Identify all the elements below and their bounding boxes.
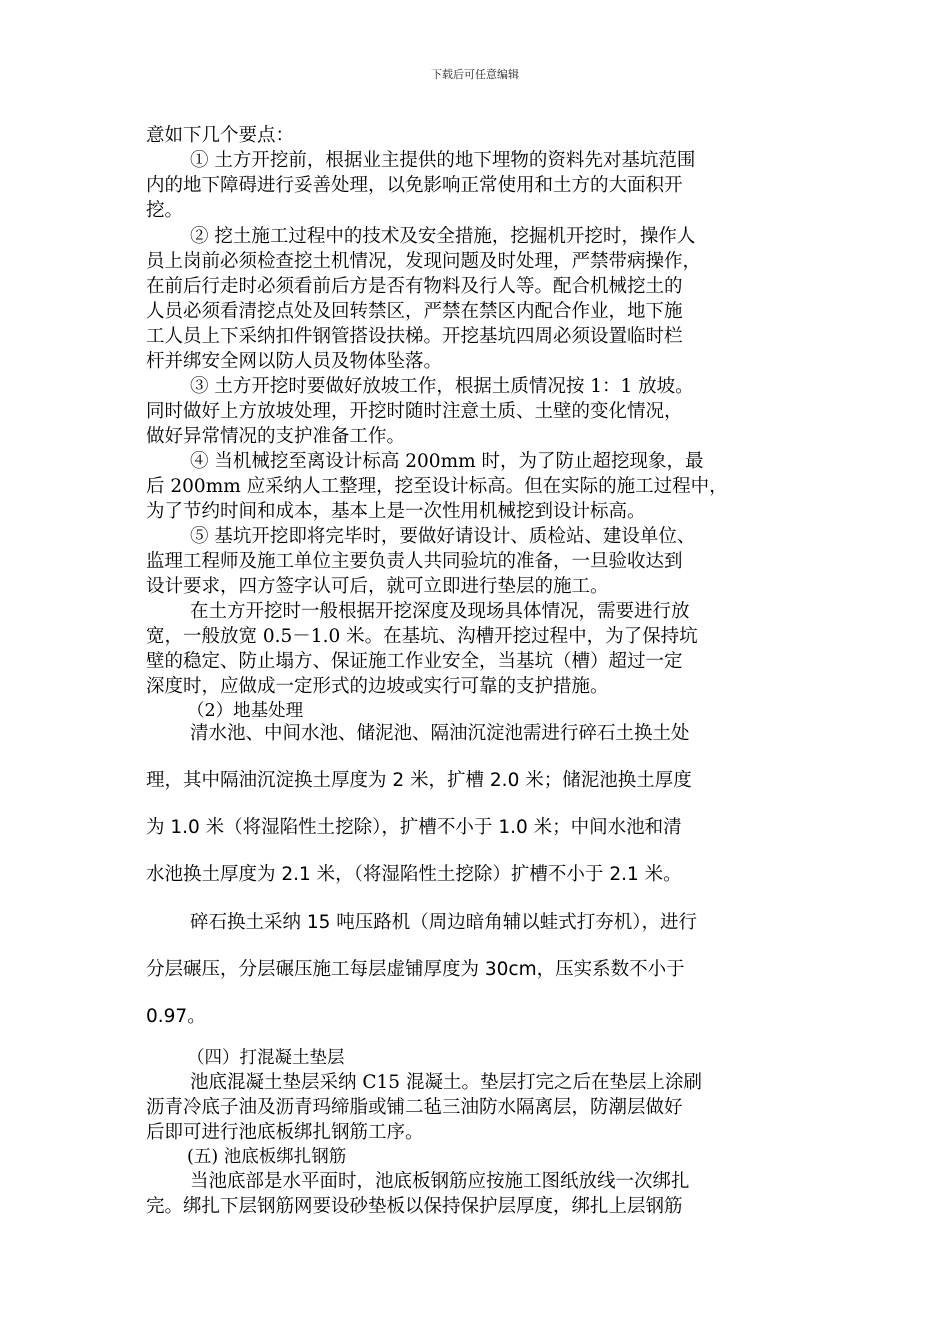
paragraph-line: 在前后行走时必须看前后方是否有物料及行人等。配合机械挖土的 <box>146 276 683 297</box>
paragraph-line: ④ 当机械挖至离设计标高 200mm 时，为了防止超挖现象，最 <box>190 451 704 472</box>
paragraph-line: 0.97。 <box>146 1006 206 1027</box>
paragraph-line: 为了节约时间和成本，基本上是一次性用机械挖到设计标高。 <box>146 501 646 522</box>
section-heading: （2）地基处理 <box>187 701 304 721</box>
paragraph-line: 内的地下障碍进行妥善处理，以免影响正常使用和土方的大面积开 <box>146 175 683 196</box>
paragraph-line: 沥青冷底子油及沥青玛缔脂或铺二毡三油防水隔离层，防潮层做好 <box>146 1097 683 1118</box>
paragraph-line: 做好异常情况的支护准备工作。 <box>146 426 406 447</box>
paragraph-line: ⑤ 基坑开挖即将完毕时，要做好请设计、质检站、建设单位、 <box>190 526 696 547</box>
paragraph-line: 宽，一般放宽 0.5－1.0 米。在基坑、沟槽开挖过程中，为了保持坑 <box>146 626 698 647</box>
paragraph-line: 碎石换土采纳 15 吨压路机（周边暗角辅以蛙式打夯机），进行 <box>190 912 698 933</box>
section-heading: (五) 池底板绑扎钢筋 <box>187 1147 347 1167</box>
paragraph-line: 杆并绑安全网以防人员及物体坠落。 <box>146 351 443 372</box>
paragraph-line: ② 挖土施工过程中的技术及安全措施，挖掘机开挖时，操作人 <box>190 226 696 247</box>
page-header: 下载后可任意编辑 <box>431 68 519 81</box>
paragraph-line: 池底混凝土垫层采纳 C15 混凝土。垫层打完之后在垫层上涂刷 <box>190 1072 702 1093</box>
paragraph-line: 同时做好上方放坡处理，开挖时随时注意土质、土壁的变化情况， <box>146 401 683 422</box>
paragraph-line: 在土方开挖时一般根据开挖深度及现场具体情况，需要进行放 <box>190 601 690 622</box>
paragraph-line: 后即可进行池底板绑扎钢筋工序。 <box>146 1122 424 1143</box>
paragraph-line: 后 200mm 应采纳人工整理，挖至设计标高。但在实际的施工过程中， <box>146 476 728 497</box>
paragraph-line: ③ 土方开挖时要做好放坡工作，根据土质情况按 1：1 放坡。 <box>190 376 694 397</box>
paragraph-line: 监理工程师及施工单位主要负责人共同验坑的准备，一旦验收达到 <box>146 551 683 572</box>
paragraph-line: 清水池、中间水池、储泥池、隔油沉淀池需进行碎石土换土处 <box>190 723 690 744</box>
paragraph-line: 意如下几个要点： <box>146 125 295 146</box>
paragraph-line: 员上岗前必须检查挖土机情况，发现问题及时处理，严禁带病操作， <box>146 251 702 272</box>
paragraph-line: 深度时，应做成一定形式的边坡或实行可靠的支护措施。 <box>146 676 609 697</box>
paragraph-line: 当池底部是水平面时，池底板钢筋应按施工图纸放线一次绑扎 <box>190 1171 690 1192</box>
paragraph-line: 理，其中隔油沉淀换土厚度为 2 米，扩槽 2.0 米；储泥池换土厚度 <box>146 770 692 791</box>
paragraph-line: 人员必须看清挖点处及回转禁区，严禁在禁区内配合作业，地下施 <box>146 301 683 322</box>
paragraph-line: 设计要求，四方签字认可后，就可立即进行垫层的施工。 <box>146 576 609 597</box>
paragraph-line: 工人员上下采纳扣件钢管搭设扶梯。开挖基坑四周必须设置临时栏 <box>146 326 683 347</box>
paragraph-line: ① 土方开挖前，根据业主提供的地下埋物的资料先对基坑范围 <box>190 150 696 171</box>
paragraph-line: 水池换土厚度为 2.1 米，（将湿陷性土挖除）扩槽不小于 2.1 米。 <box>146 864 682 885</box>
paragraph-line: 完。绑扎下层钢筋网要设砂垫板以保持保护层厚度，绑扎上层钢筋 <box>146 1196 683 1217</box>
section-heading: （四）打混凝土垫层 <box>187 1048 345 1068</box>
paragraph-line: 挖。 <box>146 200 184 221</box>
paragraph-line: 壁的稳定、防止塌方、保证施工作业安全，当基坑（槽）超过一定 <box>146 651 683 672</box>
paragraph-line: 为 1.0 米（将湿陷性土挖除），扩槽不小于 1.0 米；中间水池和清 <box>146 817 682 838</box>
paragraph-line: 分层碾压，分层碾压施工每层虚铺厚度为 30cm，压实系数不小于 <box>146 959 685 980</box>
